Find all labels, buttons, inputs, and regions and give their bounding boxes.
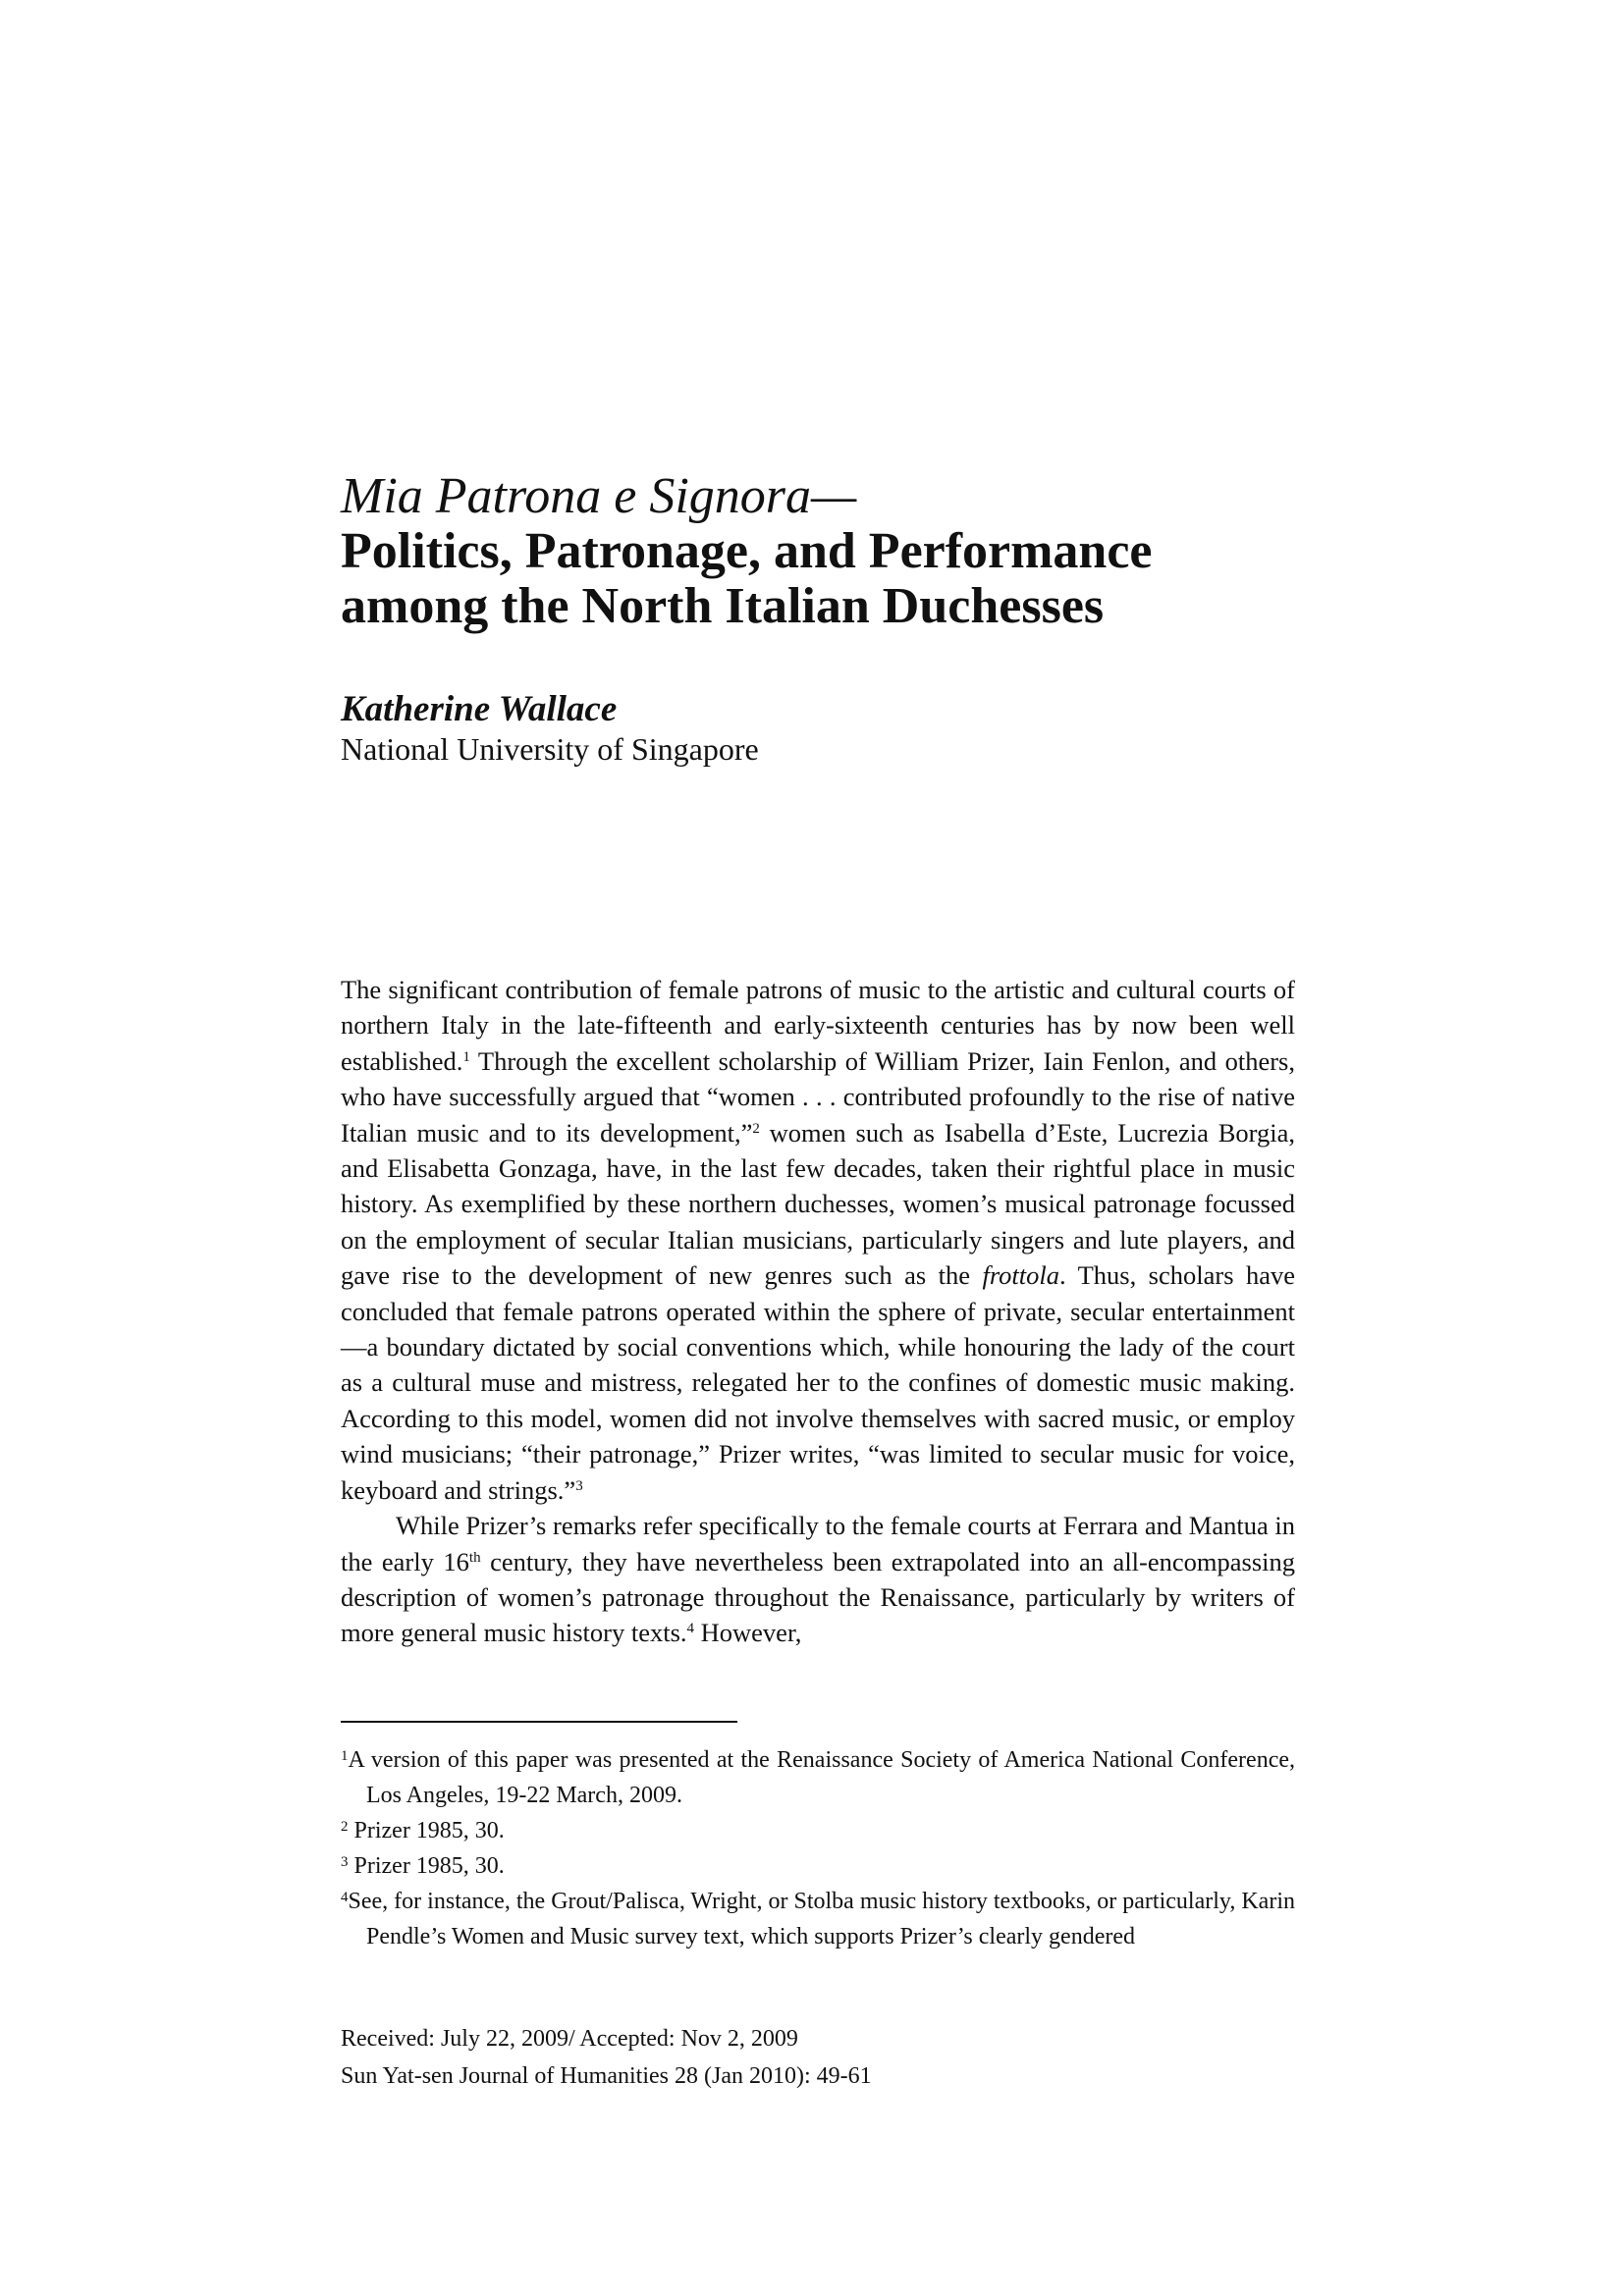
publication-info (341, 2020, 872, 2095)
paragraph-1-text-1: The significant contribution of female patrons of music to the artistic and cultural courts of northern Italy in the late-fifteenth and early-sixteenth centuries has by now been well established. (341, 975, 1295, 1076)
footnote-text: A version of this paper was presented at the Renaissance Society of America National Conference, Los Angeles, 19-22 March, 2009. (348, 1747, 1295, 1808)
author-name: Katherine Wallace (341, 689, 618, 729)
footnote-number: 3 (341, 1854, 349, 1870)
paragraph-1 (341, 972, 1295, 1508)
footnotes (341, 1742, 1295, 1954)
footnote-3 (341, 1848, 1295, 1884)
article-title (341, 469, 1323, 634)
paragraph-1-text-3: women such as Isabella d’Este, Lucrezia Borgia, and Elisabetta Gonzaga, have, in the last few decades, taken their rightful place in music history. As exemplified by these northern duchesses, women’s musical patronage focussed on the employment of secular Italian musicians, particularly singers and lute players, and gave rise to the development of new genres such as the (341, 1117, 1295, 1291)
footnote-number: 2 (341, 1819, 349, 1835)
received-dates: Received: July 22, 2009/ Accepted: Nov 2, 2009 (341, 2026, 798, 2052)
footnote-text: See, for instance, the Grout/Palisca, Wright, or Stolba music history textbooks, or particularly, Karin Pendle’s Women and Music survey text, which supports Prizer’s clearly gendered (348, 1889, 1295, 1949)
footnote-2 (341, 1813, 1295, 1848)
footnote-ref-3[interactable]: 3 (575, 1477, 583, 1494)
footnote-4 (341, 1884, 1295, 1954)
footnote-ref-2[interactable]: 2 (752, 1120, 760, 1137)
paragraph-1-text-2: Through the excellent scholarship of William Prizer, Iain Fenlon, and others, who have successfully argued that “women . . . contributed profoundly to the rise of native Italian music and to its development,” (341, 1045, 1295, 1148)
paragraph-2-text-3: However, (694, 1618, 802, 1648)
title-line-1: Mia Patrona e Signora— (341, 468, 857, 524)
paragraph-1-text-4: . Thus, scholars have concluded that female patrons operated within the sphere of private, secular entertainment—a boundary dictated by social conventions which, while honouring the lady of the court as a cultural muse and mistress, relegated her to the confines of domestic music making. According to this model, women did not involve themselves with sacred music, or employ wind musicians; “their patronage,” Prizer writes, “was limited to secular music for voice, keyboard and strings.” (341, 1260, 1295, 1505)
ordinal-suffix: th (468, 1549, 481, 1566)
footnote-ref-4[interactable]: 4 (686, 1621, 695, 1637)
title-line-3: among the North Italian Duchesses (341, 578, 1105, 634)
footnote-text: Prizer 1985, 30. (353, 1818, 505, 1843)
footnote-1 (341, 1742, 1295, 1813)
footnote-number: 4 (341, 1890, 349, 1905)
paragraph-2-text-2: century, they have nevertheless been extrapolated into an all-encompassing description of women’s patronage throughout the Renaissance, particularly by writers of more general music history texts. (341, 1546, 1296, 1648)
footnote-number: 1 (341, 1748, 349, 1764)
paragraph-2-text-1: While Prizer’s remarks refer specifically to the female courts at Ferrara and Mantua in the early 16 (341, 1511, 1295, 1576)
author-block (341, 689, 759, 768)
footnote-ref-1[interactable]: 1 (462, 1048, 470, 1065)
body-text (341, 972, 1295, 1651)
paragraph-2 (341, 1508, 1295, 1651)
author-affiliation: National University of Singapore (341, 731, 759, 767)
frottola-term: frottola (982, 1260, 1060, 1291)
footnote-text: Prizer 1985, 30. (353, 1853, 505, 1879)
footnote-divider (341, 1721, 737, 1723)
title-line-2: Politics, Patronage, and Performance (341, 523, 1153, 579)
journal-citation: Sun Yat-sen Journal of Humanities 28 (Jan 2010): 49-61 (341, 2063, 872, 2089)
